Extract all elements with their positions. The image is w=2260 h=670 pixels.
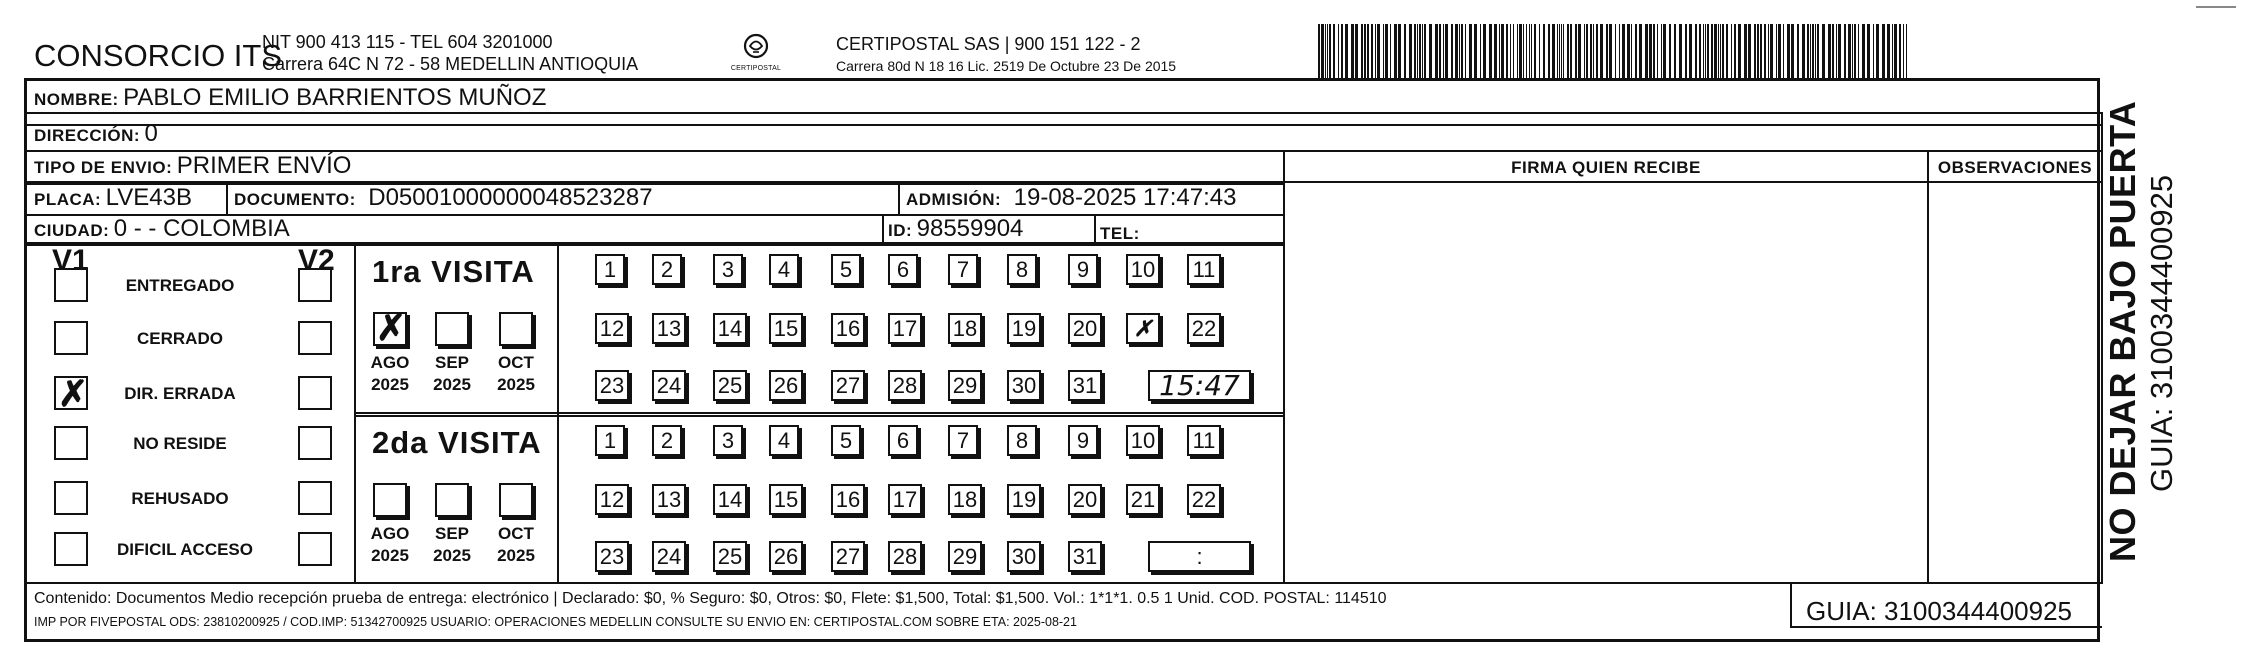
barcode-bar bbox=[1318, 24, 1320, 78]
barcode-bar bbox=[1791, 24, 1794, 78]
documento-cell bbox=[234, 184, 653, 212]
month-label: SEP bbox=[434, 353, 470, 372]
id-label: ID: bbox=[888, 221, 913, 240]
day-box[interactable]: 18 bbox=[948, 313, 982, 344]
visit-time-box[interactable]: 15:47 bbox=[1148, 370, 1251, 401]
placa-label: PLACA: bbox=[34, 190, 102, 209]
status-reason-label: CERRADO bbox=[137, 329, 223, 348]
carrier-address: Carrera 80d N 18 16 Lic. 2519 De Octubre 23 De 2015 bbox=[836, 58, 1177, 74]
barcode-bar bbox=[1770, 24, 1773, 78]
day-box[interactable]: 22 bbox=[1187, 313, 1221, 344]
direccion-label: DIRECCIÓN: bbox=[34, 126, 141, 145]
barcode-bar bbox=[1552, 24, 1555, 78]
barcode-bar bbox=[1858, 24, 1859, 78]
barcode-bar bbox=[1836, 24, 1837, 78]
barcode-bar bbox=[1548, 24, 1550, 78]
barcode-bar bbox=[1398, 24, 1401, 78]
day-box[interactable]: 30 bbox=[1007, 370, 1041, 401]
day-box[interactable]: 16 bbox=[831, 484, 865, 515]
day-box[interactable]: 24 bbox=[652, 541, 686, 572]
v1-checkbox[interactable] bbox=[54, 532, 88, 566]
barcode-bar bbox=[1443, 24, 1444, 78]
barcode-bar bbox=[1776, 24, 1777, 78]
month-label: OCT bbox=[498, 524, 534, 543]
day-box[interactable]: 2 bbox=[652, 425, 682, 456]
barcode-bar bbox=[1854, 24, 1856, 78]
id-cell bbox=[888, 215, 1023, 243]
barcode-bar bbox=[1906, 24, 1907, 78]
barcode-bar bbox=[1596, 24, 1598, 78]
barcode-bar bbox=[1361, 24, 1363, 78]
barcode-bar bbox=[1754, 24, 1756, 78]
barcode-bar bbox=[1465, 24, 1466, 78]
barcode-bar bbox=[1494, 24, 1497, 78]
barcode-bar bbox=[1703, 24, 1704, 78]
direccion-row bbox=[34, 120, 158, 148]
day-box[interactable]: 24 bbox=[652, 370, 686, 401]
day-box[interactable]: 25 bbox=[713, 370, 747, 401]
barcode-bar bbox=[1657, 24, 1658, 78]
footer-guia: GUIA: 3100344400925 bbox=[1806, 596, 2072, 626]
barcode-bar bbox=[1539, 24, 1540, 78]
day-box[interactable]: 3 bbox=[713, 425, 743, 456]
day-box[interactable]: 27 bbox=[831, 370, 865, 401]
barcode-bar bbox=[1523, 24, 1524, 78]
placa-cell bbox=[34, 184, 192, 212]
barcode-bar bbox=[1451, 24, 1453, 78]
year-label: 2025 bbox=[433, 375, 471, 394]
check-mark-icon: ✗ bbox=[58, 373, 89, 414]
barcode-bar bbox=[1461, 24, 1463, 78]
month-checkbox[interactable] bbox=[435, 312, 469, 346]
barcode-bar bbox=[1653, 24, 1655, 78]
barcode-bar bbox=[1760, 24, 1762, 78]
barcode-bar bbox=[1822, 24, 1825, 78]
footer-print-info: IMP POR FIVEPOSTAL ODS: 23810200925 / COD.IMP: 51342700925 USUARIO: OPERACIONES MEDELLIN CONSULTE SU ENVIO EN: CERTIPOSTAL.COM SOBRE ETA: 2025-08-21 bbox=[34, 615, 1077, 629]
barcode-bar bbox=[1557, 24, 1558, 78]
barcode-bar bbox=[1345, 24, 1348, 78]
day-box[interactable]: 26 bbox=[769, 370, 803, 401]
day-box[interactable]: 23 bbox=[595, 370, 629, 401]
barcode-bar bbox=[1561, 24, 1562, 78]
day-box[interactable]: 28 bbox=[888, 370, 922, 401]
year-label: 2025 bbox=[371, 546, 409, 565]
day-box[interactable]: 15 bbox=[769, 313, 803, 344]
v1-checkbox[interactable] bbox=[54, 426, 88, 460]
barcode-bar bbox=[1394, 24, 1397, 78]
barcode-bar bbox=[1435, 24, 1438, 78]
day-box[interactable]: 13 bbox=[652, 313, 686, 344]
barcode-bar bbox=[1876, 24, 1879, 78]
barcode-bar bbox=[1383, 24, 1384, 78]
v2-checkbox[interactable] bbox=[298, 321, 332, 355]
barcode-bar bbox=[1689, 24, 1692, 78]
day-box[interactable]: 10 bbox=[1126, 254, 1160, 285]
barcode-bar bbox=[1810, 24, 1811, 78]
barcode-bar bbox=[1649, 24, 1652, 78]
day-box[interactable]: 22 bbox=[1187, 484, 1221, 515]
barcode-bar bbox=[1645, 24, 1648, 78]
barcode-bar bbox=[1631, 24, 1632, 78]
barcode-bar bbox=[1783, 24, 1784, 78]
day-box[interactable]: 13 bbox=[652, 484, 686, 515]
barcode-bar bbox=[1899, 24, 1901, 78]
barcode-bar bbox=[1414, 24, 1416, 78]
month-checkbox[interactable] bbox=[373, 483, 407, 517]
barcode-bar bbox=[1722, 24, 1724, 78]
barcode-bar bbox=[1489, 24, 1492, 78]
barcode-bar bbox=[1483, 24, 1486, 78]
barcode-bar bbox=[1720, 24, 1721, 78]
barcode-bar bbox=[1390, 24, 1391, 78]
barcode-bar bbox=[1622, 24, 1625, 78]
day-box[interactable]: 9 bbox=[1068, 425, 1098, 456]
barcode-bar bbox=[1325, 24, 1326, 78]
month-checkbox[interactable] bbox=[435, 483, 469, 517]
day-box[interactable]: 3 bbox=[713, 254, 743, 285]
barcode-bar bbox=[1609, 24, 1612, 78]
barcode-bar bbox=[1807, 24, 1809, 78]
year-label: 2025 bbox=[497, 546, 535, 565]
month-label: AGO bbox=[370, 353, 410, 372]
direccion-value: 0 bbox=[144, 120, 158, 147]
barcode-bar bbox=[1409, 24, 1412, 78]
barcode-bar bbox=[1718, 24, 1719, 78]
status-reason-label: DIFICIL ACCESO bbox=[116, 540, 253, 559]
year-label: 2025 bbox=[433, 546, 471, 565]
day-box[interactable]: 16 bbox=[831, 313, 865, 344]
status-reason-label: REHUSADO bbox=[131, 489, 229, 508]
barcode-bar bbox=[1705, 24, 1706, 78]
month-checkbox[interactable] bbox=[499, 483, 533, 517]
barcode-bar bbox=[1575, 24, 1577, 78]
barcode-bar bbox=[1867, 24, 1870, 78]
barcode-bar bbox=[1844, 24, 1846, 78]
day-box[interactable]: 29 bbox=[948, 370, 982, 401]
day-box[interactable]: 10 bbox=[1126, 425, 1160, 456]
day-box[interactable]: 8 bbox=[1007, 254, 1037, 285]
barcode-bar bbox=[1455, 24, 1458, 78]
firma-header: FIRMA QUIEN RECIBE bbox=[1511, 158, 1701, 177]
day-box[interactable]: 17 bbox=[888, 484, 922, 515]
day-box[interactable]: 7 bbox=[948, 254, 978, 285]
day-box[interactable]: 7 bbox=[948, 425, 978, 456]
barcode-bar bbox=[1371, 24, 1373, 78]
check-mark-icon: ✗ bbox=[376, 307, 407, 348]
day-box[interactable]: 12 bbox=[595, 484, 629, 515]
observaciones-header: OBSERVACIONES bbox=[1937, 158, 2093, 177]
barcode-bar bbox=[1570, 24, 1572, 78]
corner-mark bbox=[2196, 6, 2236, 8]
barcode-bar bbox=[1529, 24, 1530, 78]
day-box[interactable]: 1 bbox=[595, 254, 625, 285]
barcode-bar bbox=[1663, 24, 1666, 78]
day-box[interactable]: 27 bbox=[831, 541, 865, 572]
barcode-bar bbox=[1882, 24, 1885, 78]
visit-title: 1ra VISITA bbox=[372, 254, 535, 289]
barcode-bar bbox=[1329, 24, 1331, 78]
day-box[interactable]: 8 bbox=[1007, 425, 1037, 456]
carrier-name: CERTIPOSTAL SAS | 900 151 122 - 2 bbox=[836, 34, 1141, 54]
barcode-bar bbox=[1828, 24, 1831, 78]
barcode-bar bbox=[1469, 24, 1472, 78]
day-box[interactable]: 6 bbox=[888, 425, 918, 456]
v2-checkbox[interactable] bbox=[298, 268, 332, 302]
barcode-bar bbox=[1517, 24, 1518, 78]
barcode-bar bbox=[1531, 24, 1532, 78]
day-box[interactable]: 6 bbox=[888, 254, 918, 285]
barcode-bar bbox=[1738, 24, 1741, 78]
v2-checkbox[interactable] bbox=[298, 481, 332, 515]
month-label: AGO bbox=[370, 524, 410, 543]
day-box[interactable]: 14 bbox=[713, 484, 747, 515]
barcode-bar bbox=[1669, 24, 1671, 78]
barcode-bar bbox=[1797, 24, 1799, 78]
visit-time-box[interactable]: : bbox=[1148, 541, 1251, 572]
barcode-bar bbox=[1764, 24, 1766, 78]
day-box[interactable]: 11 bbox=[1187, 254, 1221, 285]
barcode-bar bbox=[1744, 24, 1747, 78]
barcode-bar bbox=[1445, 24, 1448, 78]
barcode-bar bbox=[1586, 24, 1588, 78]
barcode-bar bbox=[1699, 24, 1701, 78]
nombre-value: PABLO EMILIO BARRIENTOS MUÑOZ bbox=[123, 84, 547, 111]
barcode-bar bbox=[1748, 24, 1751, 78]
barcode-bar bbox=[1606, 24, 1608, 78]
day-box[interactable]: 31 bbox=[1068, 541, 1102, 572]
barcode-bar bbox=[1714, 24, 1717, 78]
placa-value: LVE43B bbox=[105, 184, 192, 211]
barcode-bar bbox=[1543, 24, 1545, 78]
company-nit: NIT 900 413 115 - TEL 604 3201000 bbox=[262, 32, 553, 52]
barcode-bar bbox=[1385, 24, 1388, 78]
barcode-bar bbox=[1627, 24, 1630, 78]
logo-icon bbox=[739, 32, 773, 62]
v2-label: V2 bbox=[298, 244, 335, 277]
v1-checkbox[interactable] bbox=[54, 481, 88, 515]
barcode-bar bbox=[1351, 24, 1354, 78]
barcode-bar bbox=[1419, 24, 1421, 78]
company-address: Carrera 64C N 72 - 58 MEDELLIN ANTIOQUIA bbox=[262, 54, 639, 74]
barcode-bar bbox=[1506, 24, 1508, 78]
barcode-bar bbox=[1695, 24, 1697, 78]
barcode-bar bbox=[1534, 24, 1536, 78]
barcode-bar bbox=[1838, 24, 1841, 78]
barcode-bar bbox=[1424, 24, 1426, 78]
barcode-bar bbox=[1635, 24, 1637, 78]
day-box[interactable]: 14 bbox=[713, 313, 747, 344]
nombre-label: NOMBRE: bbox=[34, 90, 119, 109]
footer-contents: Contenido: Documentos Medio recepción prueba de entrega: electrónico | Declarado: $0, % Seguro: $0, Otros: $0, Flete: $1,500, Total: $1,500. Vol.: 1*1*1. 0.5 1 Unid. COD. POSTAL: 114510 bbox=[34, 590, 1387, 607]
barcode-bar bbox=[1619, 24, 1620, 78]
company-name: CONSORCIO ITS bbox=[34, 38, 283, 73]
barcode-bar bbox=[1711, 24, 1713, 78]
barcode-bar bbox=[1815, 24, 1816, 78]
day-box[interactable]: 20 bbox=[1068, 484, 1102, 515]
barcode-bar bbox=[1812, 24, 1814, 78]
barcode-bar bbox=[1559, 24, 1560, 78]
day-box[interactable]: 28 bbox=[888, 541, 922, 572]
tipo-envio-value: PRIMER ENVÍO bbox=[176, 152, 352, 179]
barcode-bar bbox=[1787, 24, 1790, 78]
barcode-bar bbox=[1422, 24, 1423, 78]
admision-label: ADMISIÓN: bbox=[906, 190, 1002, 209]
barcode-bar bbox=[1639, 24, 1642, 78]
day-box[interactable]: 17 bbox=[888, 313, 922, 344]
barcode-bar bbox=[1862, 24, 1865, 78]
day-box[interactable]: 18 bbox=[948, 484, 982, 515]
day-box[interactable]: 19 bbox=[1007, 484, 1041, 515]
day-box[interactable]: 29 bbox=[948, 541, 982, 572]
barcode-bar bbox=[1355, 24, 1358, 78]
barcode-bar bbox=[1757, 24, 1759, 78]
day-box[interactable]: 31 bbox=[1068, 370, 1102, 401]
id-value: 98559904 bbox=[916, 215, 1024, 242]
barcode-bar bbox=[1338, 24, 1339, 78]
admision-value: 19-08-2025 17:47:43 bbox=[1013, 184, 1237, 211]
barcode-bar bbox=[1832, 24, 1834, 78]
barcode-bar bbox=[1327, 24, 1328, 78]
ciudad-value: 0 - - COLOMBIA bbox=[113, 215, 290, 242]
barcode-bar bbox=[1802, 24, 1805, 78]
day-box[interactable]: 19 bbox=[1007, 313, 1041, 344]
day-box[interactable]: 26 bbox=[769, 541, 803, 572]
tel-label: TEL: bbox=[1100, 224, 1140, 243]
barcode bbox=[1318, 24, 1954, 78]
day-box[interactable]: 23 bbox=[595, 541, 629, 572]
barcode-bar bbox=[1685, 24, 1687, 78]
barcode-bar bbox=[1526, 24, 1527, 78]
day-box[interactable]: 4 bbox=[769, 254, 799, 285]
v1-checkbox[interactable] bbox=[54, 321, 88, 355]
tipo-envio-row bbox=[34, 152, 351, 180]
day-box[interactable]: 5 bbox=[831, 425, 861, 456]
barcode-bar bbox=[1377, 24, 1380, 78]
barcode-bar bbox=[1404, 24, 1406, 78]
v2-checkbox[interactable] bbox=[298, 532, 332, 566]
day-box[interactable]: 9 bbox=[1068, 254, 1098, 285]
year-label: 2025 bbox=[371, 375, 409, 394]
barcode-bar bbox=[1817, 24, 1819, 78]
barcode-bar bbox=[1501, 24, 1504, 78]
barcode-bar bbox=[1510, 24, 1511, 78]
barcode-bar bbox=[1615, 24, 1616, 78]
barcode-bar bbox=[1474, 24, 1477, 78]
barcode-bar bbox=[1674, 24, 1676, 78]
barcode-bar bbox=[1480, 24, 1481, 78]
day-box[interactable]: 11 bbox=[1187, 425, 1221, 456]
ciudad-label: CIUDAD: bbox=[34, 221, 110, 240]
barcode-bar bbox=[1567, 24, 1569, 78]
day-box[interactable]: 30 bbox=[1007, 541, 1041, 572]
barcode-bar bbox=[1707, 24, 1709, 78]
barcode-bar bbox=[1459, 24, 1460, 78]
month-label: SEP bbox=[434, 524, 470, 543]
barcode-bar bbox=[1661, 24, 1662, 78]
documento-value: D05001000000048523287 bbox=[368, 184, 653, 211]
barcode-bar bbox=[1600, 24, 1603, 78]
barcode-bar bbox=[1903, 24, 1904, 78]
year-label: 2025 bbox=[497, 375, 535, 394]
barcode-bar bbox=[1321, 24, 1324, 78]
day-box[interactable]: 12 bbox=[595, 313, 629, 344]
barcode-bar bbox=[1848, 24, 1851, 78]
barcode-bar bbox=[1778, 24, 1781, 78]
barcode-bar bbox=[1768, 24, 1769, 78]
barcode-bar bbox=[1873, 24, 1874, 78]
barcode-bar bbox=[1894, 24, 1897, 78]
status-reason-label: ENTREGADO bbox=[125, 276, 235, 295]
side-warning: NO DEJAR BAJO PUERTA bbox=[2102, 100, 2143, 562]
tipo-envio-label: TIPO DE ENVIO: bbox=[34, 158, 173, 177]
barcode-bar bbox=[1578, 24, 1581, 78]
admision-cell bbox=[906, 184, 1236, 212]
day-box[interactable]: 1 bbox=[595, 425, 625, 456]
barcode-bar bbox=[1499, 24, 1500, 78]
status-reason-label: NO RESIDE bbox=[133, 434, 227, 453]
v2-checkbox[interactable] bbox=[298, 426, 332, 460]
barcode-bar bbox=[1417, 24, 1418, 78]
status-reason-label: DIR. ERRADA bbox=[124, 384, 236, 403]
barcode-bar bbox=[1563, 24, 1564, 78]
day-box[interactable]: 15 bbox=[769, 484, 803, 515]
barcode-bar bbox=[1513, 24, 1514, 78]
barcode-bar bbox=[1679, 24, 1682, 78]
side-guia: GUIA: 3100344400925 bbox=[2144, 174, 2179, 492]
day-box[interactable]: 21 bbox=[1126, 484, 1160, 515]
barcode-bar bbox=[1887, 24, 1890, 78]
barcode-bar bbox=[1375, 24, 1376, 78]
day-box[interactable]: 25 bbox=[713, 541, 747, 572]
barcode-bar bbox=[1590, 24, 1592, 78]
documento-label: DOCUMENTO: bbox=[234, 190, 356, 209]
barcode-bar bbox=[1734, 24, 1736, 78]
day-box[interactable]: 20 bbox=[1068, 313, 1102, 344]
month-label: OCT bbox=[498, 353, 534, 372]
v2-checkbox[interactable] bbox=[298, 376, 332, 410]
barcode-bar bbox=[1333, 24, 1335, 78]
barcode-bar bbox=[1439, 24, 1441, 78]
barcode-bar bbox=[1341, 24, 1343, 78]
v1-checkbox[interactable] bbox=[54, 268, 88, 302]
v1-label: V1 bbox=[52, 244, 89, 277]
tel-cell bbox=[1100, 218, 1140, 246]
day-box-marked[interactable]: ✗ bbox=[1126, 313, 1160, 344]
barcode-bar bbox=[1584, 24, 1585, 78]
barcode-bar bbox=[1731, 24, 1732, 78]
day-box[interactable]: 5 bbox=[831, 254, 861, 285]
visit-title: 2da VISITA bbox=[372, 425, 542, 460]
barcode-bar bbox=[1593, 24, 1594, 78]
certipostal-logo: CERTIPOSTAL bbox=[730, 32, 782, 78]
barcode-bar bbox=[1852, 24, 1853, 78]
nombre-row bbox=[34, 84, 546, 112]
barcode-bar bbox=[1429, 24, 1432, 78]
barcode-bar bbox=[1367, 24, 1369, 78]
ciudad-cell bbox=[34, 215, 290, 243]
month-checkbox[interactable] bbox=[499, 312, 533, 346]
barcode-bar bbox=[1892, 24, 1893, 78]
barcode-bar bbox=[1726, 24, 1728, 78]
day-box[interactable]: 4 bbox=[769, 425, 799, 456]
day-box[interactable]: 2 bbox=[652, 254, 682, 285]
barcode-bar bbox=[1519, 24, 1522, 78]
barcode-bar bbox=[1364, 24, 1366, 78]
